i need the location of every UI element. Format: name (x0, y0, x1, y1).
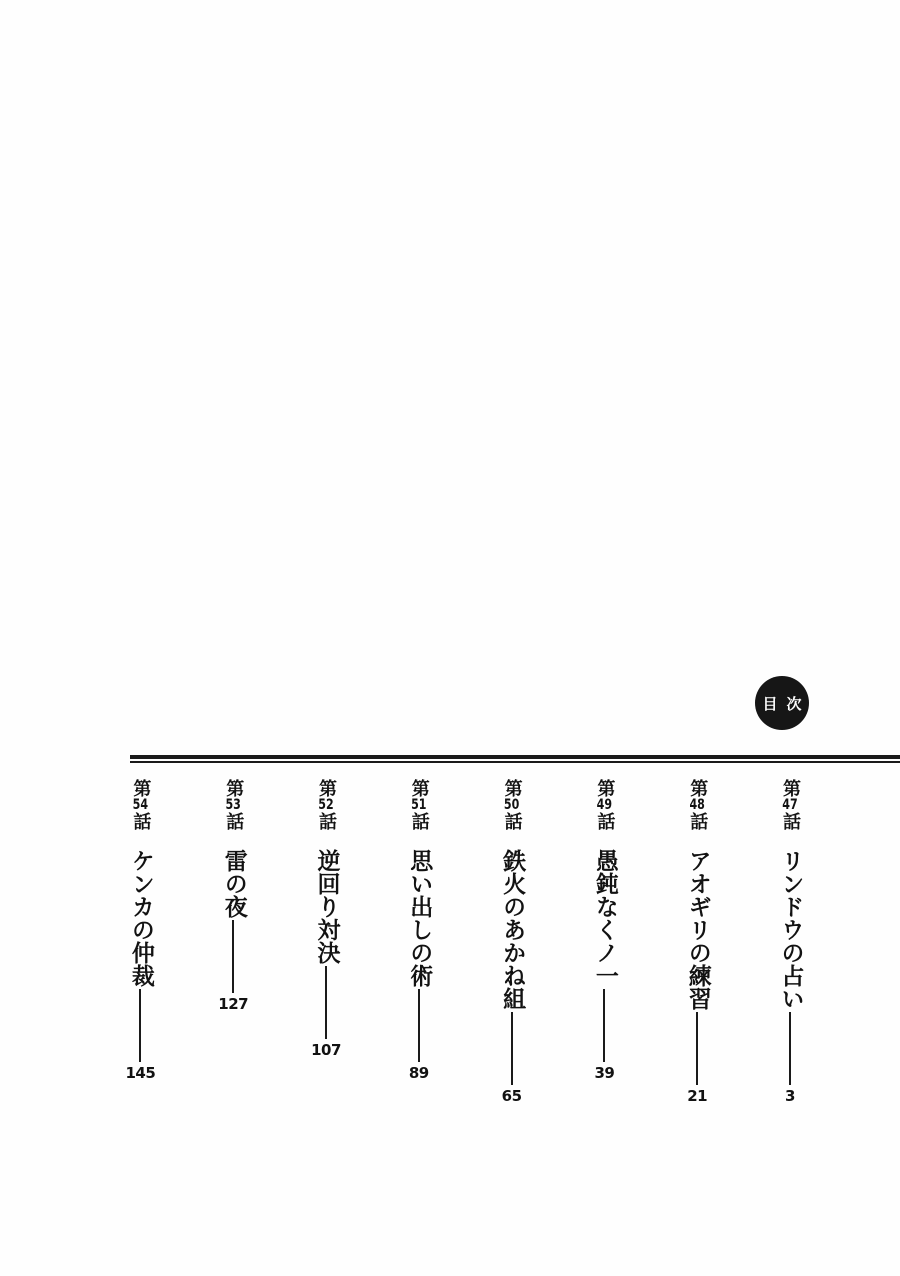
chapter-label (594, 779, 616, 849)
toc-entry (201, 779, 265, 1012)
chapter-number: 54 (132, 798, 149, 812)
chapter-number: 50 (503, 798, 520, 812)
page-number: 65 (501, 1087, 522, 1105)
chapter-label (410, 779, 428, 849)
chapter-prefix: 第 (501, 779, 523, 798)
leader-line (232, 920, 234, 993)
leader-line (139, 989, 141, 1062)
chapter-prefix: 第 (594, 779, 616, 798)
chapter-number: 47 (782, 798, 798, 812)
chapter-suffix: 話 (223, 812, 245, 831)
chapter-label (687, 779, 709, 849)
chapter-suffix: 話 (501, 812, 523, 831)
chapter-suffix: 話 (316, 812, 337, 831)
chapter-prefix: 第 (130, 779, 152, 798)
chapter-suffix: 話 (780, 812, 801, 831)
entry-title: アオギリの練習 (684, 849, 711, 1010)
entry-title: 雷の夜 (220, 849, 247, 918)
entry-title: 愚鈍なくノ一 (591, 849, 618, 987)
page-number: 39 (594, 1064, 615, 1082)
chapter-prefix: 第 (687, 779, 709, 798)
chapter-label (503, 779, 521, 849)
page-number: 107 (311, 1041, 341, 1059)
leader-line (696, 1012, 698, 1085)
toc-entry (294, 779, 358, 1058)
leader-line (418, 989, 420, 1062)
chapter-number: 51 (411, 798, 427, 812)
toc-entry (108, 779, 172, 1081)
chapter-number: 48 (689, 798, 705, 812)
chapter-suffix: 話 (408, 812, 430, 831)
page-number: 3 (785, 1087, 795, 1105)
leader-line (603, 989, 605, 1062)
toc-entry (572, 779, 636, 1081)
toc-entry (387, 779, 451, 1081)
chapter-number: 52 (318, 798, 334, 812)
chapter-prefix: 第 (408, 779, 430, 798)
chapter-suffix: 話 (687, 812, 709, 831)
entry-title: 思い出しの術 (406, 849, 433, 987)
chapter-suffix: 話 (130, 812, 152, 831)
entry-title: 逆回り対決 (313, 849, 340, 964)
chapter-prefix: 第 (780, 779, 801, 798)
chapter-number: 49 (596, 798, 613, 812)
page-number: 145 (125, 1064, 156, 1082)
chapter-suffix: 話 (594, 812, 616, 831)
page-number: 89 (408, 1064, 429, 1082)
entry-title: ケンカの仲裁 (127, 849, 154, 987)
entry-title: 鉄火のあかね組 (499, 849, 526, 1010)
chapter-label (130, 779, 152, 849)
page-number: 127 (218, 995, 249, 1013)
leader-line (511, 1012, 513, 1085)
chapter-prefix: 第 (316, 779, 337, 798)
leader-line (789, 1012, 791, 1085)
chapter-prefix: 第 (223, 779, 245, 798)
chapter-label (223, 779, 245, 849)
toc-badge-label: 目次 (762, 694, 811, 713)
toc-entry (665, 779, 729, 1104)
leader-line (325, 966, 327, 1039)
page-number: 21 (687, 1087, 708, 1105)
toc-entry (758, 779, 822, 1104)
chapter-label (781, 779, 799, 849)
toc-entry (480, 779, 544, 1104)
chapter-label (317, 779, 335, 849)
entry-title: リンドウの占い (777, 849, 804, 1010)
chapter-number: 53 (225, 798, 241, 812)
